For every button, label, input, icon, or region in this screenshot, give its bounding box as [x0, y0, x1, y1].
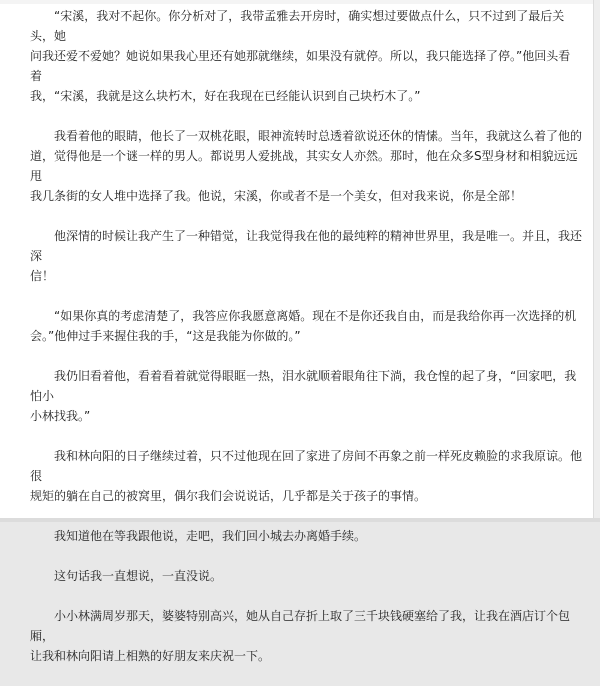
paragraph: “如果你真的考虑清楚了，我答应你我愿意离婚。现在不是你还我自由，而是我给你再一次选择的机 会。”他伸过手来握住我的手，“这是我能为你做的。”: [30, 309, 577, 343]
paragraph: 我看着他的眼睛，他长了一双桃花眼，眼神流转时总透着欲说还休的情愫。当年，我就这么着了他的 道，觉得他是一个谜一样的男人。都说男人爱挑战，其实女人亦然。那时，他在众多S型身材和相貌远远甩 我几条街的女人堆中选择了我。他说，宋溪，你或者不是一个美女，但对我来说，你是全部！: [30, 129, 583, 203]
paragraph: 我仍旧看着他，看着看着就觉得眼眶一热，泪水就顺着眼角往下淌，我仓惶的起了身，“回家吧，我怕小 小林找我。”: [30, 369, 577, 423]
paragraph: 我知道他在等我跟他说，走吧，我们回小城去办离婚手续。: [54, 529, 367, 543]
paragraph: 我和林向阳的日子继续过着，只不过他现在回了家进了房间不再象之前一样死皮赖脸的求我原谅。他很 规矩的躺在自己的被窝里，偶尔我们会说说话，几乎都是关于孩子的事情。: [30, 449, 583, 503]
paragraph: 他深情的时候让我产生了一种错觉，让我觉得我在他的最纯粹的精神世界里，我是唯一。并且，我还深 信！: [30, 229, 583, 283]
paragraph: 这句话我一直想说，一直没说。: [54, 569, 223, 583]
paragraph: 小小林满周岁那天，婆婆特别高兴，她从自己存折上取了三千块钱硬塞给了我，让我在酒店订个包厢， 让我和林向阳请上相熟的好朋友来庆祝一下。: [30, 609, 571, 663]
bottom-border: [0, 518, 600, 522]
top-border: [0, 0, 600, 4]
paragraph: “宋溪，我对不起你。你分析对了，我带孟雅去开房时，确实想过要做点什么，只不过到了最后关头，她 问我还爱不爱她？她说如果我心里还有她那就继续，如果没有就停。所以，我只能选择了停。”他回头看着 我，“宋溪，我就是这么块朽木，好在我现在已经能认识到自己块朽木了。”: [30, 9, 571, 103]
scrollbar-track[interactable]: [593, 0, 600, 522]
document-body: [0, 6, 594, 686]
